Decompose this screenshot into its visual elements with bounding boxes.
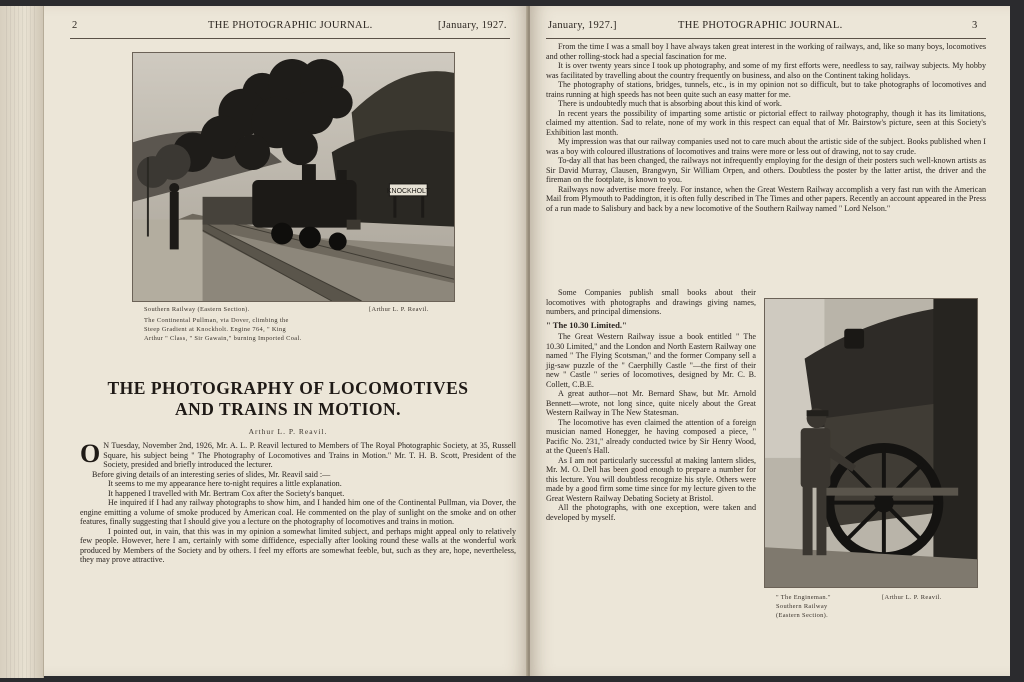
article-author: Arthur L. P. Reavil. [248, 427, 328, 436]
drop-cap: O [80, 439, 101, 468]
body-paragraph: Before giving details of an interesting series of slides, Mr. Reavil said :— [92, 469, 331, 479]
train-photo [132, 52, 455, 302]
body-paragraph: Railways now advertise more freely. For instance, when the Great Western Railway accomplish a very fast run with the American Mail from Plymouth to Paddington, it is often fully described in The Times and other papers. Recently an account appeared in the Press of a run made to Salisbury and back by a new locomotive of the Southern Railway named " Lord Nelson." [546, 184, 986, 213]
photo-caption-line: Steep Gradient at Knockholt. Engine 764, " King [144, 326, 287, 333]
engineman-caption-line: (Eastern Section). [776, 612, 829, 619]
body-paragraph: Some Companies publish small books about their locomotives with photographs and drawings giving names, numbers, and principal dimensions. [546, 288, 756, 316]
subheading: " The 10.30 Limited." [546, 319, 627, 330]
right-running-head: THE PHOTOGRAPHIC JOURNAL. [678, 20, 843, 31]
body-paragraph: The locomotive has even claimed the attention of a foreign musician named Honegger, he having composed a piece, " Pacific No. 231," already conducted twice by Sir Henry Wood, at the Queen's Hall. [546, 417, 756, 455]
header-rule [70, 38, 510, 39]
engineman-photo [764, 298, 978, 588]
right-date: January, 1927.] [548, 20, 617, 31]
engineman-caption-line: " The Engineman." [776, 594, 831, 601]
body-paragraph: As I am not particularly successful at making lantern slides, Mr. M. O. Dell has been good enough to prepare a number for this lecture. You will doubtless recognize his style. Others were made by a good firm some time since for my lecture given to the Great Western Railway Debating Society at Bristol. [546, 455, 756, 503]
body-paragraph: My impression was that our railway companies used not to care much about the artistic side of the subject. Books published when I was a boy with coloured illustrations of locomotives and trains were more or less out of drawing, not to say crude. [546, 137, 986, 156]
right-column-body [546, 288, 756, 522]
body-paragraph: In recent years the possibility of imparting some artistic or pictorial effect to railway photography, though it has its limitations, claimed my attention. Sad to relate, none of my work in this respect can equal that of Mr. Bairstow's picture, seen at this Society's Exhibition last month. [546, 108, 986, 137]
body-paragraph: There is undoubtedly much that is absorbing about this kind of work. [558, 99, 782, 108]
left-date: [January, 1927. [438, 20, 507, 31]
body-paragraph: The Great Western Railway issue a book entitled " The 10.30 Limited," and the London and North Eastern Railway one named " The Flying Scotsman," and the former Company sell a jig-saw puzzle of the " Caerphilly Castle "—the first of their new " Castle " series of locomotives, designed by Mr. C. B. Collett, C.B.E. [546, 332, 756, 389]
body-paragraph: A great author—not Mr. Bernard Shaw, but Mr. Arnold Bennett—wrote, not long since, quite nicely about the Great Western Railway in The New Statesman. [546, 389, 756, 417]
station-sign: KNOCKHOLT [386, 187, 430, 195]
photo-caption-section: Southern Railway (Eastern Section). [144, 306, 250, 313]
intro-paragraph: O N Tuesday, November 2nd, 1926, Mr. A. L. P. Reavil lectured to Members of The Royal Photographic Society, at 35, Russell Square, his subject being " The Photography of Locomotives and Trains in Motion." Mr. T. H. B. Scott, President of the Society, presided and briefly introduced the lecturer. [80, 439, 516, 469]
body-paragraph: It happened I travelled with Mr. Bertram Cox after the Society's banquet. [108, 488, 345, 498]
engineman-caption-credit: [Arthur L. P. Reavil. [882, 594, 942, 601]
right-top-body [546, 42, 986, 213]
header-rule [546, 38, 986, 39]
photo-caption-credit: [Arthur L. P. Reavil. [369, 306, 429, 313]
left-page [44, 6, 528, 676]
photo-caption-line: The Continental Pullman, via Dover, climbing the [144, 317, 289, 324]
left-article-body [80, 441, 516, 565]
engineman-image [765, 299, 977, 587]
body-paragraph: I pointed out, in vain, that this was in my opinion a somewhat limited subject, and perhaps might appeal only to relatively few people. However, here I am, certainly with some diffidence, especially after looking round these walls at the wonderful work produced by Members of the Society and by others. I feel my efforts are somewhat feeble, but, such as they are, hope, nevertheless, they may prove attractive. [80, 526, 516, 564]
body-paragraph: The photography of stations, bridges, tunnels, etc., is in my opinion not so difficult, but to take photographs of locomotives and trains running at high speeds has not been quite such an easy matter for me. [546, 80, 986, 99]
left-running-head: THE PHOTOGRAPHIC JOURNAL. [208, 20, 373, 31]
body-paragraph: To-day all that has been changed, the railways not infrequently employing for the design of their posters such well-known artists as Sir David Murray, Clausen, Brangwyn, Sir William Orpen, and others. Doubtless the poster by the latter artist, the driver and the fireman on the footplate, is known to you. [546, 156, 986, 184]
photo-caption-line: Arthur " Class, " Sir Gawain," burning Imported Coal. [144, 335, 302, 342]
page-stack-edge [0, 6, 44, 678]
body-paragraph: It is over twenty years since I took up photography, and some of my first efforts were, needless to say, railway subjects. My hobby was facilitated by travelling about the country frequently on business, and also on the Continent taking holidays. [546, 61, 986, 80]
article-title-line: THE PHOTOGRAPHY OF LOCOMOTIVES [107, 378, 469, 398]
article-title-line: AND TRAINS IN MOTION. [174, 399, 402, 419]
body-paragraph: It seems to me my appearance here to-night requires a little explanation. [108, 479, 342, 488]
train-smoke-image [133, 53, 454, 301]
body-paragraph: He inquired if I had any railway photographs to show him, and I handed him one of the Continental Pullman, via Dover, the engine emitting a volume of smoke produced by American coal. He commented on the play of sunlight on the smoke and on other features, finally suggesting that I should give you a lecture on the photography of locomotives and trains in motion. [80, 498, 516, 526]
engineman-caption-line: Southern Railway [776, 603, 828, 610]
right-page-number: 3 [972, 20, 978, 31]
article-title [78, 378, 498, 420]
body-paragraph: From the time I was a small boy I have always taken great interest in the working of railways, and, like so many boys, locomotives and other rolling-stock had a special fascination for me. [546, 42, 986, 61]
body-paragraph: All the photographs, with one exception, were taken and developed by myself. [546, 503, 756, 522]
left-page-number: 2 [72, 20, 78, 31]
right-page [530, 6, 1010, 676]
